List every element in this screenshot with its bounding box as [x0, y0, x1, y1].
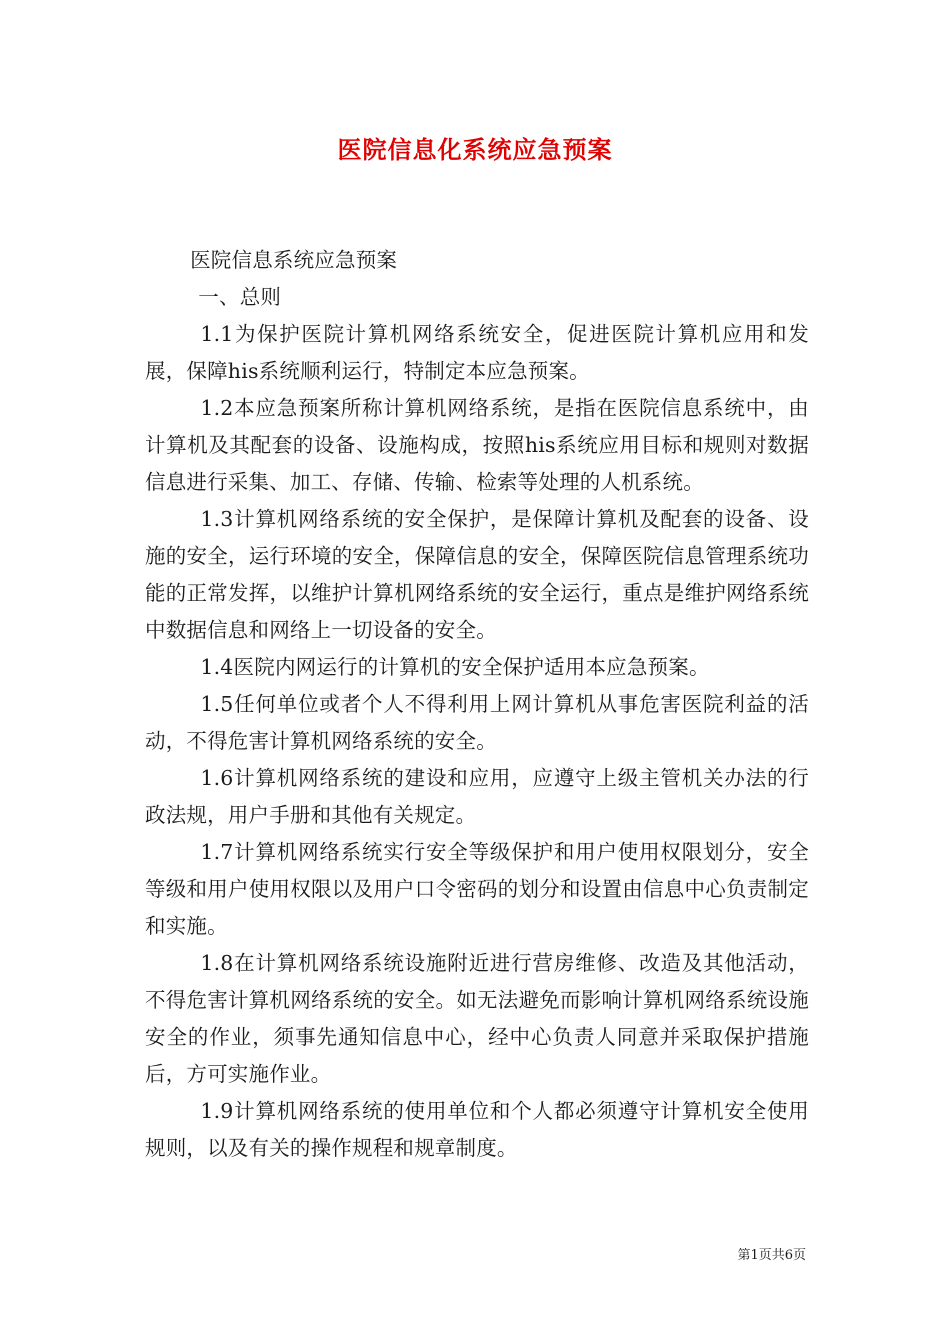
clause-paragraph: 1.8在计算机网络系统设施附近进行营房维修、改造及其他活动，不得危害计算机网络系统的安全。如无法避免而影响计算机网络系统设施安全的作业，须事先通知信息中心，经中心负责人同意并采取保护措施后，方可实施作业。 [145, 951, 809, 1086]
clause-paragraph: 1.5任何单位或者个人不得利用上网计算机从事危害医院利益的活动，不得危害计算机网络系统的安全。 [145, 692, 809, 753]
clause-paragraph: 1.6计算机网络系统的建设和应用，应遵守上级主管机关办法的行政法规，用户手册和其他有关规定。 [145, 766, 809, 827]
clause-paragraph: 1.3计算机网络系统的安全保护，是保障计算机及配套的设备、设施的安全，运行环境的安全，保障信息的安全，保障医院信息管理系统功能的正常发挥，以维护计算机网络系统的安全运行，重点是维护网络系统中数据信息和网络上一切设备的安全。 [145, 507, 809, 642]
clause-paragraph: 1.9计算机网络系统的使用单位和个人都必须遵守计算机安全使用规则，以及有关的操作规程和规章制度。 [145, 1099, 809, 1160]
document-subtitle: 医院信息系统应急预案 [190, 248, 398, 272]
document-body [145, 242, 809, 1167]
clause-paragraph: 1.7计算机网络系统实行安全等级保护和用户使用权限划分，安全等级和用户使用权限以及用户口令密码的划分和设置由信息中心负责制定和实施。 [145, 840, 809, 938]
clause-paragraph: 1.4医院内网运行的计算机的安全保护适用本应急预案。 [200, 655, 710, 679]
page-number-footer: 第1页共6页 [737, 1248, 806, 1263]
document-title: 医院信息化系统应急预案 [337, 136, 613, 164]
clause-paragraph: 1.1为保护医院计算机网络系统安全，促进医院计算机应用和发展，保障his系统顺利运行，特制定本应急预案。 [145, 322, 809, 383]
section-heading: 一、总则 [198, 285, 282, 309]
clause-paragraph: 1.2本应急预案所称计算机网络系统，是指在医院信息系统中，由计算机及其配套的设备、设施构成，按照his系统应用目标和规则对数据信息进行采集、加工、存储、传输、检索等处理的人机系统。 [145, 396, 809, 494]
